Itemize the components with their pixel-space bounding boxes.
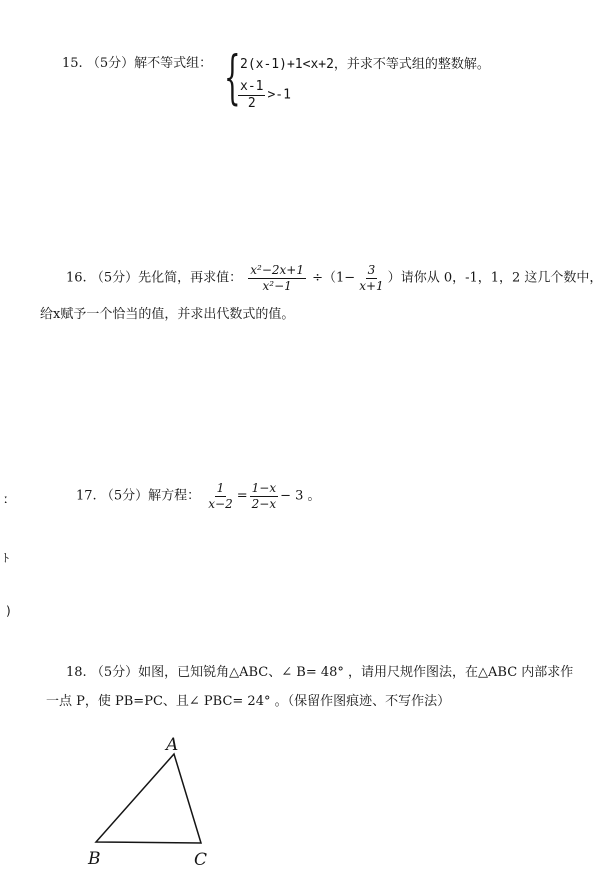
q17-lhs-fraction	[206, 482, 234, 510]
q18-text-1: 如图，已知锐角△ABC、∠ B= 48° ，请用尺规作图法，在△ABC 内部求作	[138, 665, 574, 680]
q17-intro: 解方程：	[148, 488, 201, 504]
q17-rest: − 3 。	[280, 488, 321, 504]
q16-line-1	[66, 264, 602, 292]
q16-number: 16.	[66, 270, 87, 286]
q17-lhs-numerator: 1	[216, 481, 225, 495]
vertex-label-a: A	[166, 735, 179, 755]
q16-fraction-2	[357, 264, 385, 292]
q15-ineq2-rest: >-1	[267, 87, 291, 103]
q15-header	[62, 52, 212, 71]
q16-fraction-1	[248, 264, 306, 292]
q16-div: ÷（1−	[312, 270, 356, 286]
q18-line-1	[66, 661, 573, 680]
q15-frac-numerator: x-1	[240, 79, 264, 94]
margin-mark-1: ː	[4, 492, 9, 506]
q15-frac-denominator: 2	[247, 95, 256, 111]
q17-number: 17.	[76, 488, 97, 504]
q17-lhs-denominator: x−2	[208, 496, 233, 511]
q16-tail: 请你从 0，-1，1，2 这几个数中，	[400, 270, 603, 286]
triangle-abc	[96, 754, 201, 843]
vertex-label-c: C	[194, 850, 208, 870]
q15-instruction: 解不等式组：	[134, 56, 213, 71]
q16-close: ）	[387, 270, 401, 286]
triangle-figure	[80, 730, 230, 875]
q17-rhs-denominator: 2−x	[251, 496, 277, 511]
q17-rhs-numerator: 1−x	[251, 481, 277, 495]
q16-frac1-numerator: x²−2x+1	[250, 263, 304, 277]
q18-number: 18.	[66, 665, 87, 680]
q16-frac2-denominator: x+1	[359, 278, 384, 293]
q15-score: （5分）	[86, 56, 135, 71]
q16-frac1-denominator: x²−1	[262, 278, 292, 293]
q17-equals: =	[236, 488, 248, 504]
q16-line-2: 给x赋予一个恰当的值，并求出代数式的值。	[40, 307, 295, 322]
q15-inequality-1	[240, 53, 490, 72]
q17-score: （5分）	[100, 488, 149, 504]
q16-score: （5分）	[90, 270, 139, 286]
q15-fraction	[238, 80, 265, 110]
margin-mark-2: ﾄ	[3, 551, 10, 565]
vertex-label-b: B	[88, 849, 101, 869]
q18-line-2: 一点 P，使 PB=PC、且∠ PBC= 24° 。（保留作图痕迹、不写作法）	[46, 694, 451, 709]
margin-mark-3: )	[6, 604, 11, 618]
q17-rhs-fraction	[250, 482, 278, 510]
q15-system-brace: {	[224, 43, 241, 111]
q15-ineq1: 2(x-1)+1<x+2，	[240, 57, 347, 72]
q15-inequality-2	[236, 80, 291, 110]
q15-number: 15.	[62, 56, 83, 71]
q15-tail: 并求不等式组的整数解。	[346, 57, 490, 72]
q16-intro: 先化简，再求值：	[138, 270, 243, 286]
q17-line	[76, 482, 321, 510]
q18-score: （5分）	[90, 665, 139, 680]
q16-frac2-numerator: 3	[367, 263, 376, 277]
